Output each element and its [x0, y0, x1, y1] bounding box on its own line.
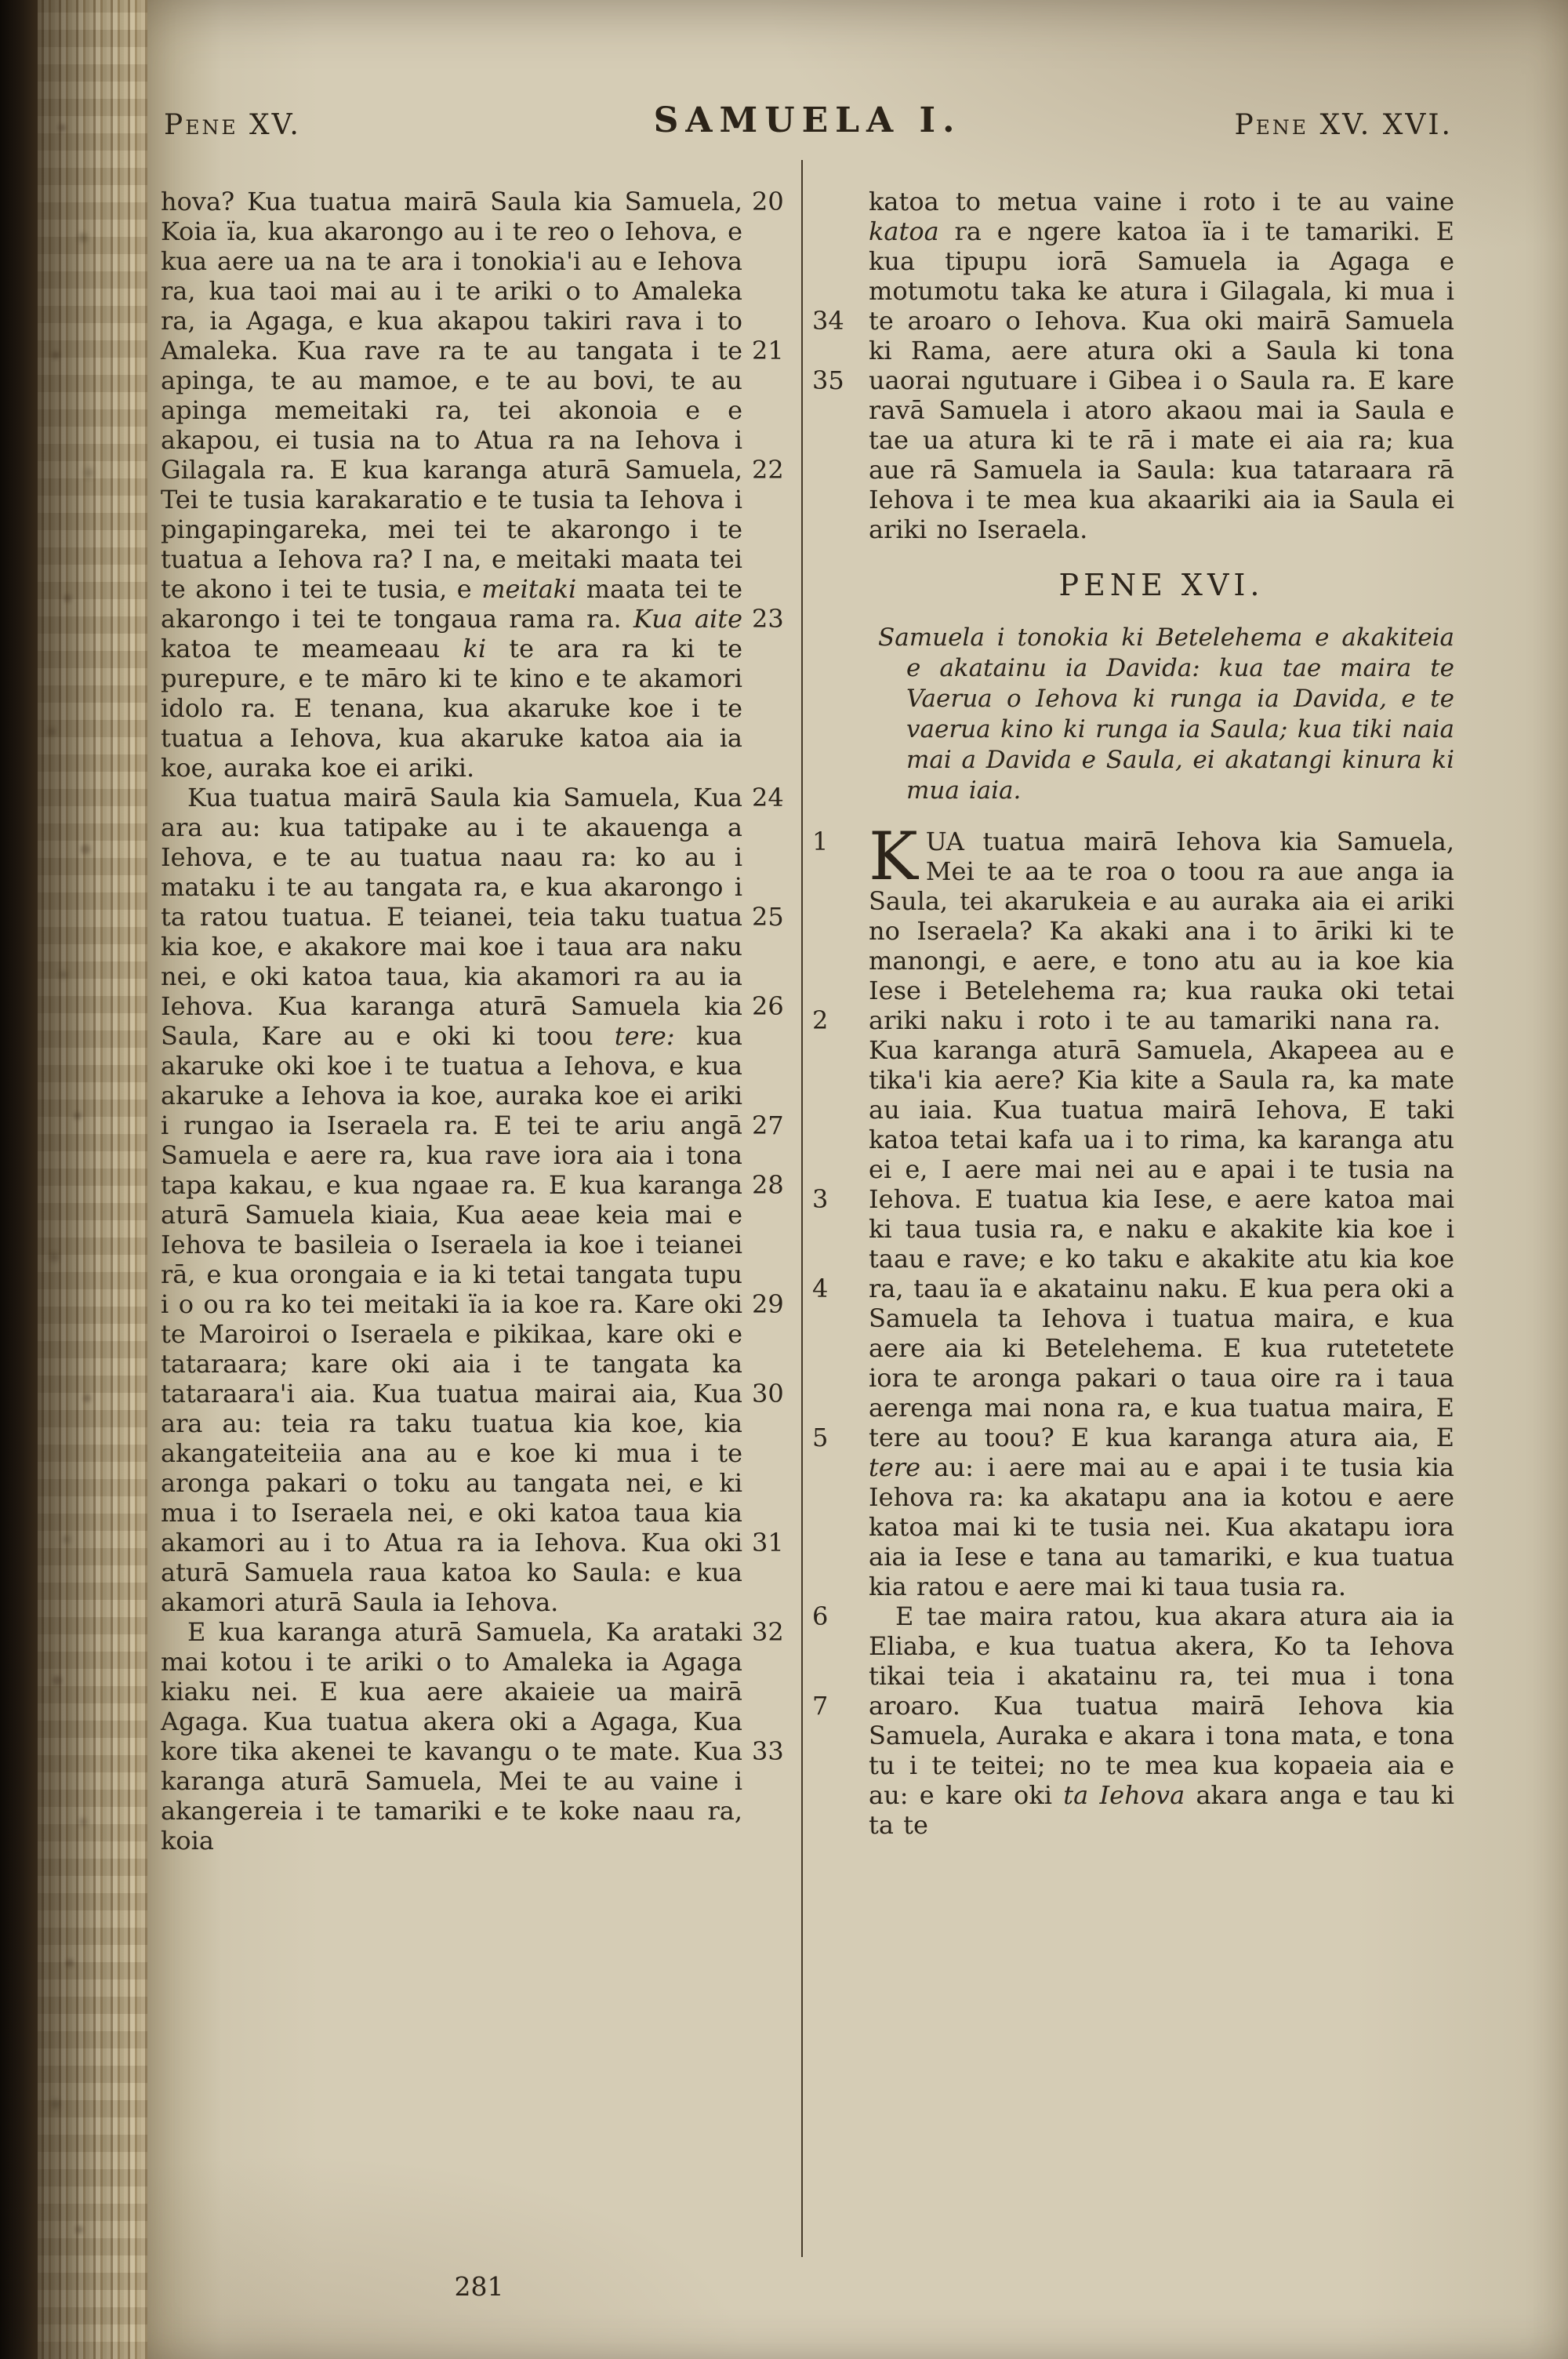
text-segment: Samuela i tonokia ki Betelehema e akakiteia e akatainu ia Davida: kua tae maira te Vaerua o Iehova ki runga ia Davida, e te vaerua kino ki runga ia Saula; kua tiki naia mai a Davida e Saula, ei akatangi kinura ki mua iaia.	[878, 623, 1454, 805]
verse-number: 24	[752, 783, 784, 812]
text-segment: katoa	[869, 216, 939, 246]
paragraph	[869, 1601, 1454, 1840]
text-segment: E teianei, teia taku tuatua kia koe, e akakore mai koe i taua ara naku nei, e oki katoa taua, kia akamori ra au ia Iehova.	[161, 902, 742, 1021]
verse-number: 25	[752, 902, 784, 932]
text-segment: Kua karanga aturā Samuela kia Saula, Kare au e oki ki toou	[161, 991, 742, 1051]
verse-number: 6	[812, 1601, 829, 1631]
verse-number: 26	[752, 991, 784, 1021]
chapter-heading: PENE XVI.	[1058, 568, 1265, 602]
paragraph	[161, 1617, 742, 1856]
verse-number: 33	[752, 1736, 784, 1766]
text-segment: E kua karanga aturā Samuela kiaia, Kua aeae keia mai e Iehova te basileia o Iseraela ia koe i teianei rā, e kua orongaia e ia ki tetai tangata tupu i o ou ra ko tei meitaki ïa ia koe ra.	[161, 1170, 743, 1319]
verse-number: 7	[812, 1691, 829, 1721]
running-head-right: Pene XV. XVI.	[1234, 109, 1453, 141]
text-segment: Kua tuatua mairā Iehova kia Samuela, Auraka e akara i tona mata, e tona tu i te teitei; no te mea kua kopaeia aia e au: e kare oki	[869, 1691, 1454, 1810]
text-segment: Kua aite	[633, 604, 743, 634]
verse-number: 27	[752, 1110, 784, 1140]
verse-number: 28	[752, 1170, 784, 1200]
verse-number: 23	[752, 604, 784, 634]
text-segment: E kua karanga atura aia, E	[1070, 1423, 1455, 1452]
text-segment: E kua karanga aturā Samuela, Ka arataki mai kotou i te ariki o to Amaleka ia Agaga kiaku nei. E kua aere akaieie ua mairā Agaga. Kua tuatua akera oki a Agaga, Kua kore tika akenei te kavangu o te mate.	[161, 1617, 742, 1766]
paragraph	[869, 187, 1454, 544]
text-segment: Kua oki aturā Samuela raua katoa ko Saula: e kua akamori aturā Saula ia Iehova.	[161, 1528, 742, 1617]
text-segment: maata tei te akarongo i tei te tongaua rama ra.	[161, 574, 743, 634]
text-segment: meitaki	[481, 574, 577, 604]
text-segment: Kua tuatua mairā Saula kia Samuela, Kua ara au: kua tatipake au i te akauenga a Iehova, e te au tuatua naau ra: ko au i mataku i te au tangata ra, e kua akarongo i ta ratou tuatua.	[161, 783, 742, 932]
text-segment: E tei te ariu angā Samuela e aere ra, kua rave iora aia i tona tapa kakau, e kua ngaae ra.	[161, 1110, 743, 1200]
text-segment: UA tuatua mairā Iehova kia Samuela, Mei te aa te roa o toou ra aue anga ia Saula, tei akarukeia e au auraka aia ei ariki no Iseraela? Ka akaki ana i to āriki ki te manongi, e aere, e tono atu au ia koe kia Iese i Betelehema ra; kua rauka oki tetai ariki naku i roto i te au tamariki nana ra.	[869, 827, 1454, 1035]
verse-number: 34	[812, 306, 844, 336]
verse-number: 35	[812, 365, 844, 395]
text-segment: kua akaruke oki koe i te tuatua a Iehova, e kua akaruke a Iehova ia koe, auraka koe ei ariki i rungao ia Iseraela ra.	[161, 1021, 743, 1140]
text-segment: hova?	[161, 187, 248, 216]
text-segment: katoa to metua vaine i roto i te au vaine	[869, 187, 1454, 216]
verse-number: 30	[752, 1379, 784, 1408]
verse-number: 29	[752, 1289, 784, 1319]
text-segment: Kua tuatua mairā Saula kia Samuela, Koia ïa, kua akarongo au i te reo o Iehova, e kua aere ua na te ara i tonokia'i au e Iehova ra, kua taoi mai au i te ariki o to Amaleka ra, ia Agaga, e kua akapou takiri rava i to Amaleka.	[161, 187, 743, 365]
verse-number: 1	[812, 827, 829, 856]
chapter-summary	[869, 623, 1454, 806]
verse-number: 32	[752, 1617, 784, 1647]
text-segment: katoa te meameaau	[161, 634, 463, 663]
text-segment: ra e ngere katoa ïa i te tamariki. E kua tipupu iorā Samuela ia Agaga e motumotu taka ke atura i Gilagala, ki mua i te aroaro o Iehova.	[869, 216, 1454, 336]
column-divider	[801, 160, 803, 2257]
text-segment: E tae maira ratou, kua akara atura aia ia Eliaba, e kua tuatua akera, Ko ta Iehova tikai teia i akatainu ra, tei mua i tona aroaro.	[869, 1601, 1454, 1721]
text-segment: Kua rave ra te au tangata i te apinga, te au mamoe, e te au bovi, te au apinga memeitaki ra, tei akonoia e e akapou, ei tusia na to Atua ra na Iehova i Gilagala ra.	[161, 336, 743, 485]
text-columns	[161, 187, 1454, 2273]
verse-number: 22	[752, 455, 784, 485]
text-segment: Kua karanga aturā Samuela, Mei te au vaine i akangereia i te tamariki e te koke naau ra, koia	[161, 1736, 742, 1856]
paragraph	[161, 783, 742, 1617]
running-head-left: Pene XV.	[164, 109, 301, 141]
text-segment: au: i aere mai au e apai i te tusia kia Iehova ra: ka akatapu ana ia kotou e aere katoa mai ki te tusia nei. Kua akatapu iora aia ia Iese e tana au tamariki, e kua tuatua kia ratou e aere mai ki taua tusia ra.	[869, 1452, 1454, 1601]
verse-number: 21	[752, 336, 784, 365]
column-left	[161, 187, 797, 2273]
verse-number: 31	[752, 1528, 784, 1558]
text-segment: Kua tuatua mairai aia, Kua ara au: teia ra taku tuatua kia koe, kia akangateiteiia ana au e koe ki mua i te aronga pakari o toku au tangata nei, e ki mua i to Iseraela nei, e oki katoa taua kia akamori au i to Atua ra ia Iehova.	[161, 1379, 743, 1558]
running-head-title: SAMUELA I.	[653, 100, 962, 140]
text-segment: E tuatua kia Iese, e aere katoa mai ki taua tusia ra, e naku e akakite kia koe i taau e rave; e ko taku e akakite atu kia koe ra, taau ïa e akatainu naku.	[869, 1184, 1455, 1303]
text-segment: Kua oki mairā Samuela ki Rama, aere atura oki a Saula ki tona uaorai ngutuare i Gibea i o Saula ra.	[869, 306, 1455, 395]
text-segment: tere:	[614, 1021, 675, 1051]
text-segment: te ara ra ki te purepure, e te māro ki te kino e te akamori idolo ra. E tenana, kua akaruke koe i te tuatua a Iehova, kua akaruke katoa aia ia koe, auraka koe ei ariki.	[161, 634, 743, 783]
text-segment: E kua pera oki a Samuela ta Iehova i tuatua maira, e kua aere aia ki Betelehema. E kua rutetetete iora te aronga pakari o taua oire ra i taua aerenga mai nona ra, e kua tuatua maira, E tere au toou?	[869, 1274, 1454, 1452]
drop-cap: K	[869, 818, 918, 895]
text-segment: E kua karanga aturā Samuela, Tei te tusia karakaratio e te tusia ta Iehova i pingapingareka, mei tei te akarongo i te tuatua a Iehova ra? I na, e meitaki maata tei te akono i tei te tusia, e	[161, 455, 742, 604]
verse-number: 4	[812, 1274, 829, 1303]
text-segment: ta Iehova	[1063, 1780, 1185, 1810]
verse-number: 2	[812, 1005, 829, 1035]
text-segment: Kua karanga aturā Samuela, Akapeea au e tika'i kia aere? Kia kite a Saula ra, ka mate au iaia. Kua tuatua mairā Iehova, E taki katoa tetai kafa ua i to rima, ka karanga atu ei e, I aere mai nei au e apai i te tusia na Iehova.	[869, 1035, 1454, 1214]
text-segment: Kare oki te Maroiroi o Iseraela e pikikaa, kare oki e tataraara; kare oki aia i te tangata ka tataraara'i aia.	[161, 1289, 743, 1408]
paragraph	[161, 187, 742, 783]
paragraph	[869, 818, 1455, 1601]
column-right	[812, 187, 1454, 2273]
page-number: 281	[454, 2271, 504, 2302]
verse-number: 3	[812, 1184, 829, 1214]
text-segment: akara anga e tau ki ta te	[869, 1780, 1455, 1840]
verse-number: 5	[812, 1423, 829, 1452]
text-segment: ki	[463, 634, 487, 663]
verse-number: 20	[752, 187, 784, 216]
text-segment: tere	[869, 1452, 921, 1482]
book-spine	[0, 0, 38, 2359]
text-segment: E kare ravā Samuela i atoro akaou mai ia Saula e tae ua atura ki te rā i mate ei aia ra; kua aue rā Samuela ia Saula: kua tataraara rā Iehova i te mea kua akaariki aia ia Saula ei ariki no Iseraela.	[869, 365, 1455, 544]
page-edges	[38, 0, 147, 2359]
